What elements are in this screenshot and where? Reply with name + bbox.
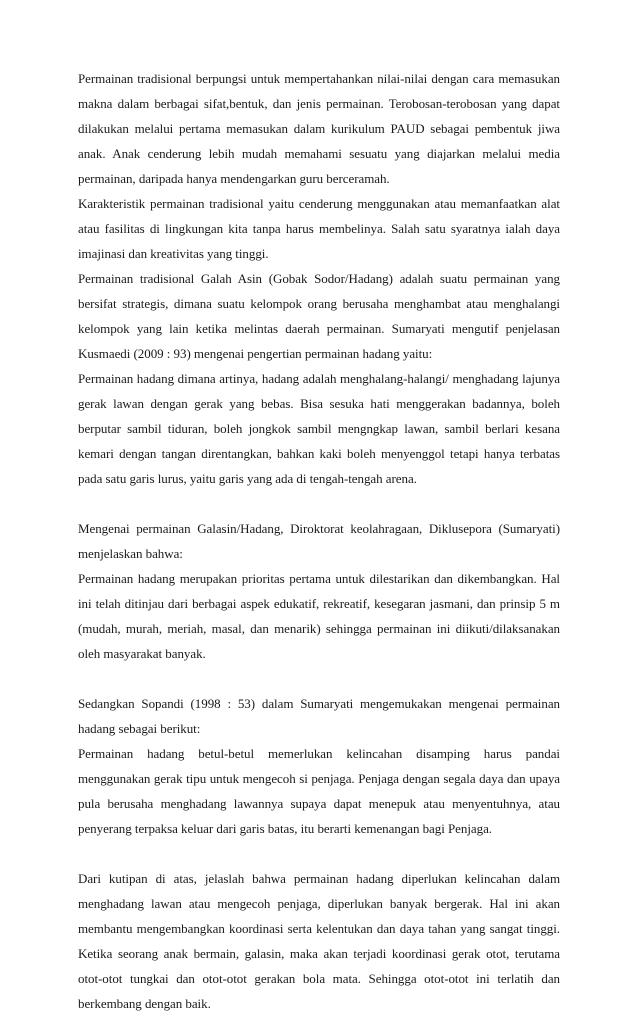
- paragraph-sopandi-intro: Sedangkan Sopandi (1998 : 53) dalam Sumaryati mengemukakan mengenai permainan hadang sebagai berikut:: [78, 696, 560, 736]
- paragraph-spacer: [78, 841, 560, 866]
- paragraph-sopandi-quote: Permainan hadang betul-betul memerlukan kelincahan disamping harus pandai menggunakan gerak tipu untuk mengecoh si penjaga. Penjaga dengan segala daya dan upaya pula berusaha menghadang lawannya supaya dapat menepuk atau menyentuhnya, atau penyerang terpaksa keluar dari garis batas, itu berarti kemenangan bagi Penjaga.: [78, 746, 560, 836]
- paragraph-conclusion: Dari kutipan di atas, jelaslah bahwa permainan hadang diperlukan kelincahan dalam menghadang lawan atau mengecoh penjaga, diperlukan banyak bergerak. Hal ini akan membantu mengembangkan koordinasi serta kelentukan dan daya tahan yang sangat tinggi. Ketika seorang anak bermain, galasin, maka akan terjadi koordinasi gerak otot, terutama otot-otot tungkai dan otot-otot gerakan bola mata. Sehingga otot-otot ini terlatih dan berkembang dengan baik.: [78, 871, 560, 1011]
- paragraph-direktorat-quote: Permainan hadang merupakan prioritas pertama untuk dilestarikan dan dikembangkan. Hal ini telah ditinjau dari berbagai aspek edukatif, rekreatif, kesegaran jasmani, dan prinsip 5 m (mudah, murah, meriah, masal, dan menarik) sehingga permainan ini diikuti/dilaksanakan oleh masyarakat banyak.: [78, 571, 560, 661]
- paragraph-galah-asin-definition: Permainan tradisional Galah Asin (Gobak Sodor/Hadang) adalah suatu permainan yang bersifat strategis, dimana suatu kelompok orang berusaha menghambat atau menghalangi kelompok yang lain ketika melintas daerah permainan. Sumaryati mengutif penjelasan Kusmaedi (2009 : 93) mengenai pengertian permainan hadang yaitu:: [78, 271, 560, 361]
- paragraph-spacer: [78, 666, 560, 691]
- paragraph-traditional-games-function: Permainan tradisional berpungsi untuk mempertahankan nilai-nilai dengan cara memasukan makna dalam berbagai sifat,bentuk, dan jenis permainan. Terobosan-terobosan yang dapat dilakukan melalui pertama memasukan dalam kurikulum PAUD sebagai pembentuk jiwa anak. Anak cenderung lebih mudah memahami sesuatu yang diajarkan melalui media permainan, daripada hanya mendengarkan guru berceramah.: [78, 71, 560, 186]
- paragraph-kusmaedi-quote: Permainan hadang dimana artinya, hadang adalah menghalang-halangi/ menghadang lajunya gerak lawan dengan gerak yang bebas. Bisa sesuka hati menggerakan badannya, boleh berputar sambil tiduran, boleh jongkok sambil mengngkap lawan, sambil berlari kesana kemari dengan tangan direntangkan, bahkan kaki boleh menyenggol tetapi hanya terbatas pada satu garis lurus, yaitu garis yang ada di tengah-tengah arena.: [78, 371, 560, 486]
- paragraph-direktorat-intro: Mengenai permainan Galasin/Hadang, Diroktorat keolahragaan, Diklusepora (Sumaryati) menjelaskan bahwa:: [78, 521, 560, 561]
- paragraph-traditional-games-characteristics: Karakteristik permainan tradisional yaitu cenderung menggunakan atau memanfaatkan alat atau fasilitas di lingkungan kita tanpa harus membelinya. Salah satu syaratnya ialah daya imajinasi dan kreativitas yang tinggi.: [78, 196, 560, 261]
- paragraph-spacer: [78, 491, 560, 516]
